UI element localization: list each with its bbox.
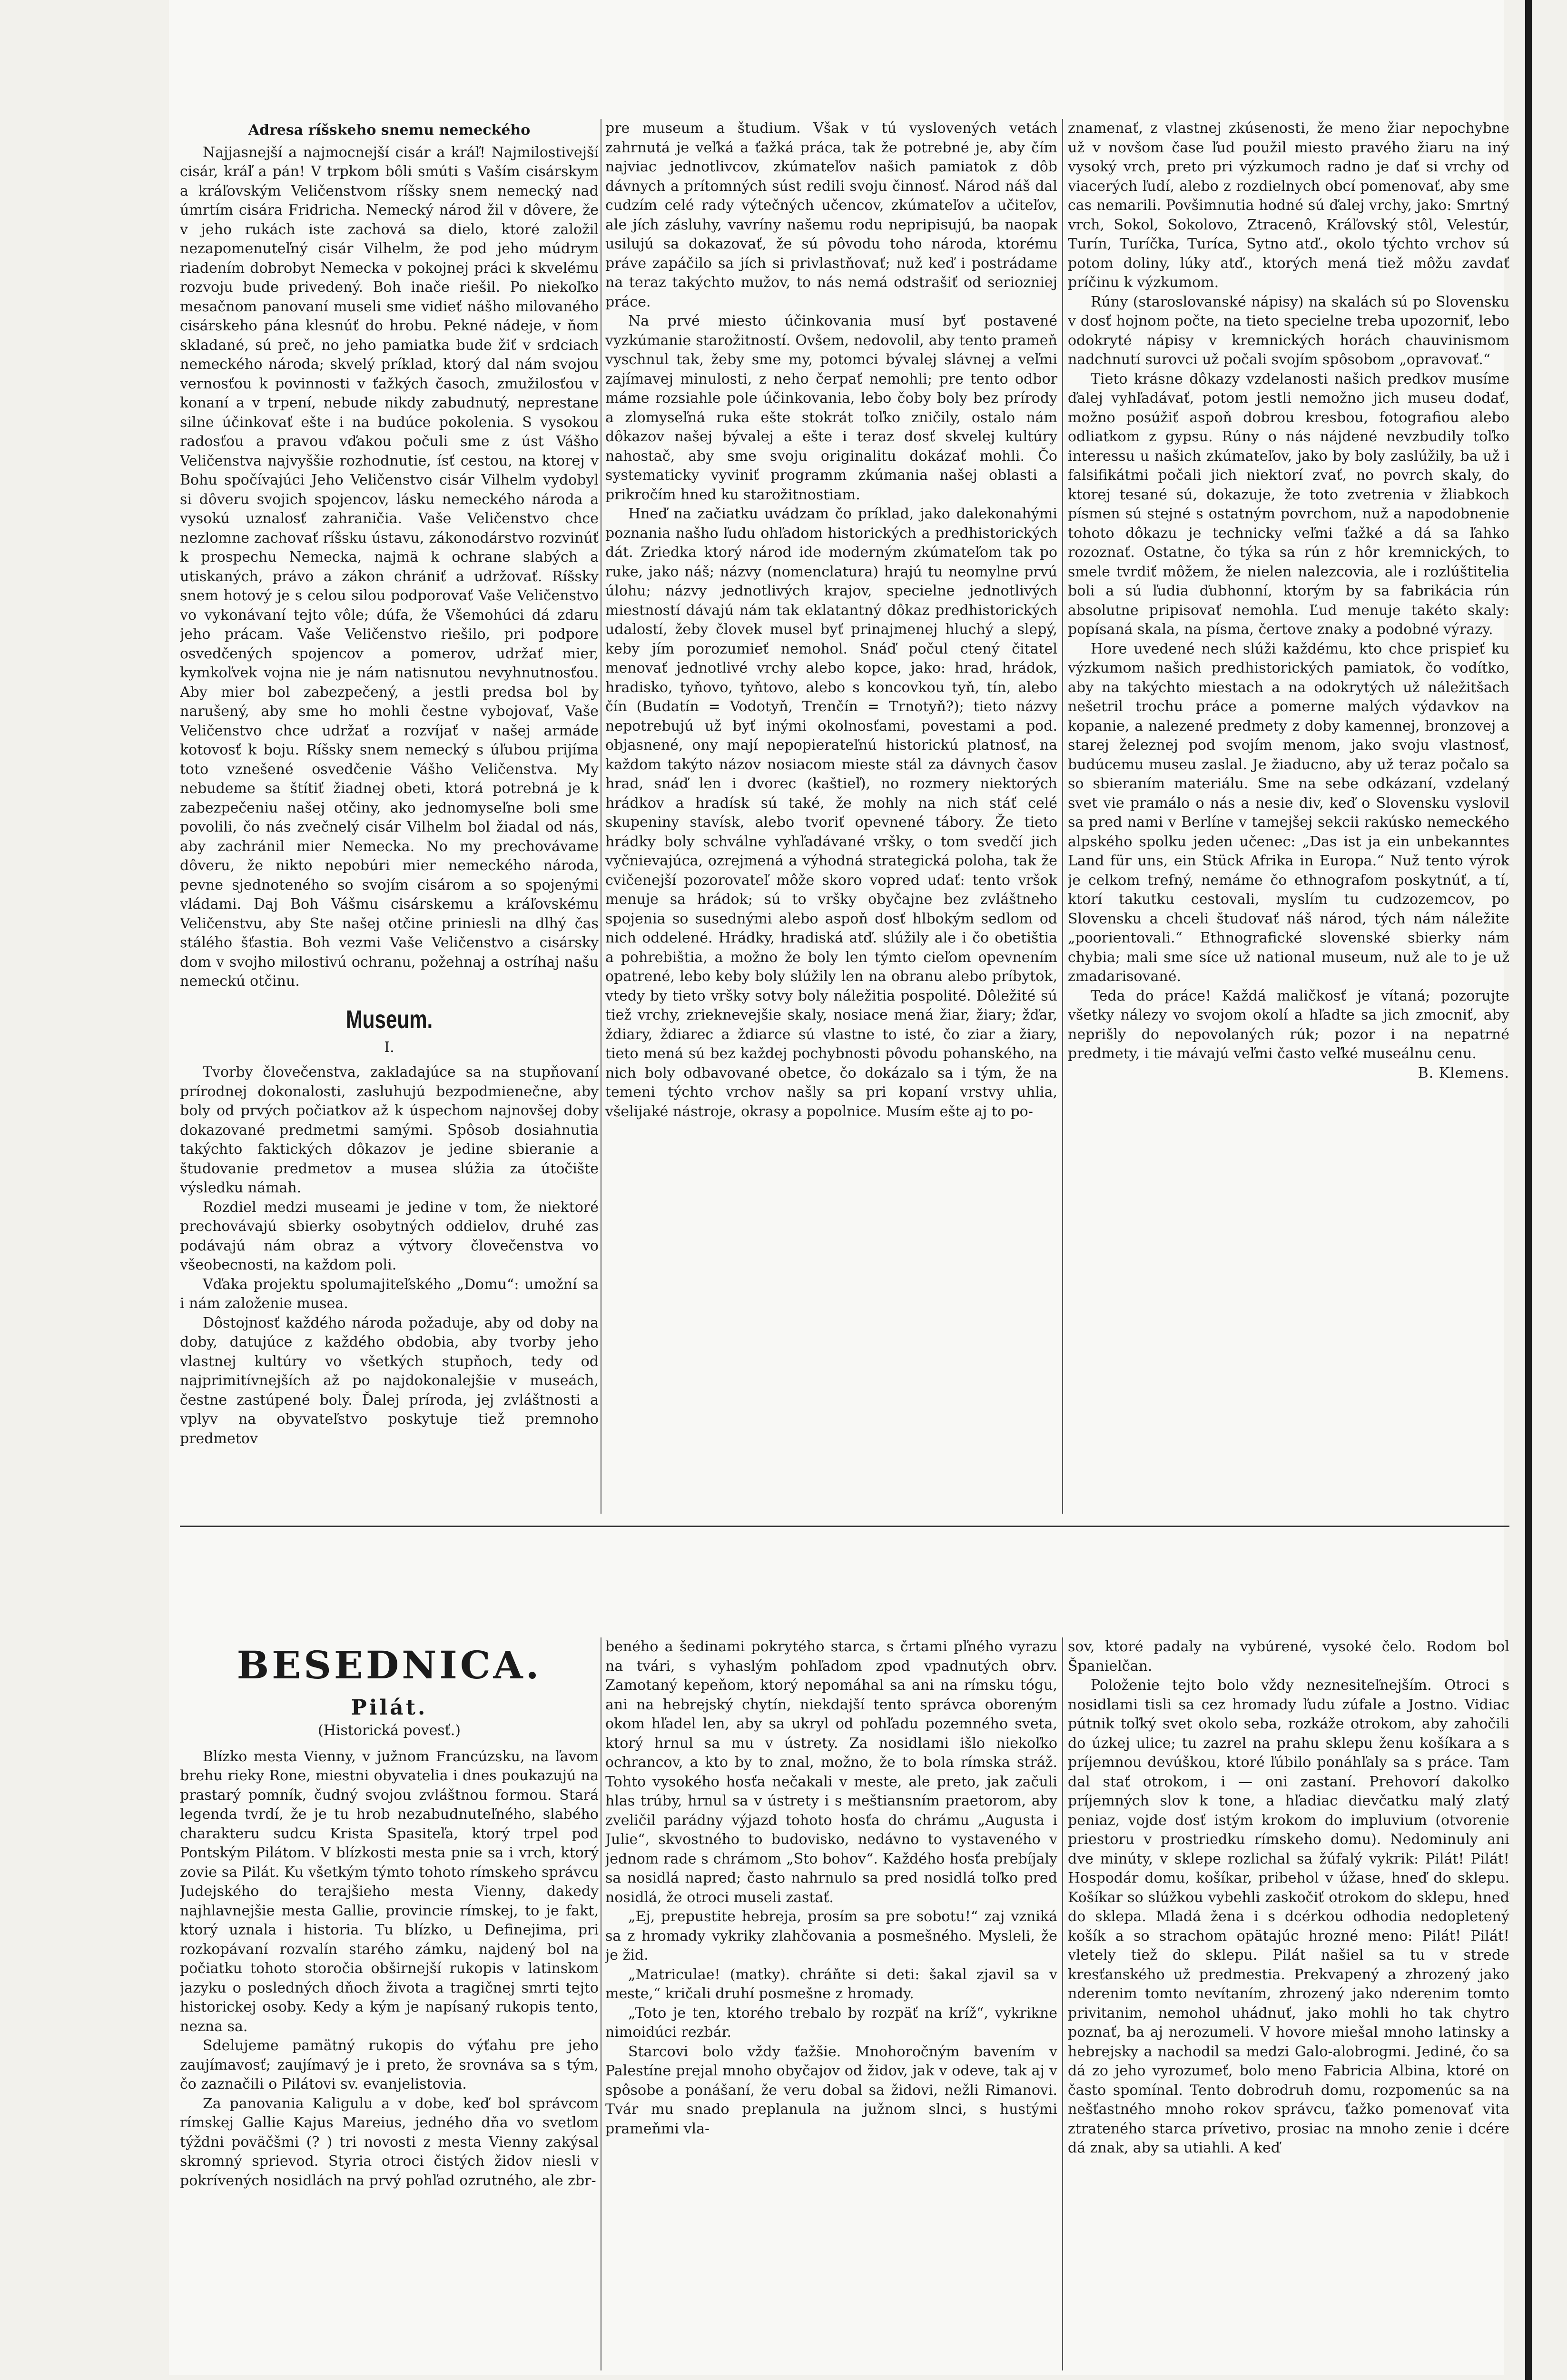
museum-paragraph: pre museum a študium. Však v tú vyslovených vetách zahrnutá je veľká a ťažká práca, tak že potrebné je, aby čím najviac jednotlivcov, zkúmateľov našich pamiatok z dôb dávnych a prítomných súst redili svoju činnosť. Národ náš dal cudzím celé rady výtečných učencov, zkúmateľov a učiteľov, ale jích zásluhy, vavríny našemu rodu nepripisujú, ba naopak usilujú sa dokazovať, že sú pôvodu toho národa, ktorému práve zapáčilo sa jích si privlastňovať; nuž keď i postrádame na teraz takýchto mužov, to nás nemá odstrašiť od seriozniej práce. (605, 120, 1057, 310)
museum-paragraph: Rúny (staroslovanské nápisy) na skalách sú po Slovensku v dosť hojnom počte, na tieto specielne treba upozorniť, lebo odokryté nápisy v kremnických horách chauvinismom nadchnutí surovci už počali svojím spôsobom „opravovať.“ (1068, 293, 1509, 368)
story-paragraph: „Matriculae! (matky). chráňte si deti: šakal zjavil sa v meste,“ kričali druhí posmešne z hromady. (605, 1966, 1057, 2002)
column-2 (605, 119, 1057, 1514)
besednica-column-2 (605, 1637, 1057, 2375)
museum-paragraph: Teda do práce! Každá maličkosť je vítaná; pozorujte všetky nálezy vo svojom okolí a hľadte sa jich zmocniť, aby neprišly do nepovolaných rúk; pozor i na nepatrné predmety, i tie mávajú veľmi často veľké museálnu cenu. (1068, 987, 1509, 1062)
museum-paragraph: Hore uvedené nech slúži každému, kto chce prispieť ku výzkumom našich predhistorických pamiatok, čo vodítko, aby na takýchto miestach a na odokrytých už náležitšach nešetril trochu práce a pomerne malých výdavkov na kopanie, a nalezené predmety z doby kamennej, bronzovej a starej železnej pod svojím menom, jako svoju vlastnosť, budúcemu museu zaslal. Je žiaducno, aby už teraz počalo sa so sbieraním materiálu. Sme na sebe odkázaní, vzdelaný svet vie pramálo o nás a nesie div, keď o Slovensku vyslovil sa pred nami v Berlíne v tamejšej sekcii rakúsko nemeckého alpského spolku jeden učenec: „Das ist ja ein unbekanntes Land für uns, ein Stück Afrika in Europa.“ Nuž tento výrok je celkom trefný, nemáme čo ethnografom poskytnúť, a tí, ktorí takutku cestovali, myslím tu cudzozemcov, po Slovensku a chceli študovať náš národ, tých nám náležite „poorientovali.“ Ethnografické slovenské sbierky nám chybia; mali sme síce už national museum, nuž ale to je už zmadarisované. (1068, 640, 1509, 985)
story-paragraph: Blízko mesta Vienny, v južnom Francúzsku, na ľavom brehu rieky Rone, miestni obyvatelia i dnes poukazujú na prastarý pomník, čudný svojou zvláštnou formou. Stará legenda tvrdí, že je tu hrob nezabudnuteľného, slabého charakteru sudcu Krista Spasiteľa, ktorý trpel pod Pontským Pilátom. V blízkosti mesta pnie sa i vrch, ktorý zovie sa Pilát. Ku všetkým týmto tohoto rímskeho správcu Judejského do terajšieho mesta Vienny, dakedy najhlavnejšie mesta Gallie, provincie rímskej, to je fakt, ktorý uznala i historia. Tu blízko, u Definejima, pri rozkopávaní rozvalín starého zámku, najdený bol na počiatku tohoto storočia obširnejší rukopis v latinskom jazyku o posledných dňoch života a tragičnej smrti tejto historickej osoby. Kedy a kým je napísaný rukopis tento, nezna sa. (180, 1748, 599, 2035)
museum-paragraph: Rozdiel medzi museami je jedine v tom, že niektoré prechovávajú sbierky osobytných oddielov, druhé zas podávajú nám obraz a výtvory človečenstva vo všeobecnosti, na každom poli. (180, 1199, 599, 1273)
story-paragraph: sov, ktoré padaly na vybúrené, vysoké čelo. Rodom bol Španielčan. (1068, 1638, 1509, 1675)
museum-heading: Museum. (345, 1005, 433, 1034)
story-paragraph: Za panovania Kaligulu a v dobe, keď bol správcom rímskej Gallie Kajus Mareius, jedného dňa vo svetlom týždni poväčšmi (? ) tri novosti z mesta Vienny zakýsal skromný sprievod. Styria otroci čistých židov niesli v pokrívených nosidlách na prvý pohľad ozrutného, ale zbr- (180, 2095, 599, 2189)
story-paragraph: beného a šedinami pokrytého starca, s črtami pľného vyrazu na tvári, s vyhaslým pohľadom zpod vpadnutých obrv. Zamotaný kepeňom, ktorý nepomáhal sa ani na rímsku tógu, ani na hebrejský chytín, niekdajší tento správca oboreným okom hľadel len, aby sa ukryl od pohľadu pozemného sveta, ktorý hrnul sa mu v ústrety. Za nosidlami išlo niekoľko ochrancov, a kto by to znal, možno, že to bola rímska stráž. Tohto vysokého hosťa nečakali v meste, ale preto, jak začuli hlas trúby, hrnul sa v ústrety i s meštiansním praetorom, aby zveličil parádny výjazd tohoto hosťa do chrámu „Augusta i Julie“, skvostného to budovisko, nedávno to vystaveného v jednom rade s chrámom „Sto bohov“. Každého hosťa prebíjaly sa nosidlá napred; často nahrnulo sa pred nosidlá toľko pred nosidlá, že otroci museli zastať. (605, 1638, 1057, 1906)
article-title: Adresa ríšskeho snemu nemeckého (248, 122, 531, 139)
story-paragraph: Sdelujeme pamätný rukopis do výťahu pre jeho zaujímavosť; zaujímavý je i preto, že srovnáva sa s tým, čo zaznačili o Pilátovi sv. evanjelistovia. (180, 2037, 599, 2092)
section-divider (180, 1526, 1509, 1527)
museum-paragraph: Hneď na začiatku uvádzam čo príklad, jako dalekonahými poznania našho ľudu ohľadom historických a predhistorických dát. Zriedka ktorý národ ide moderným zkúmateľom tak po ruke, jako náš; názvy (nomenclatura) hrajú tu neomylne prvú úlohu; názvy jednotlivých krajov, specielne jednotlivých miestností dávajú nám tak eklatantný dôkaz predhistorických udalostí, žeby človek musel byť prinajmenej hluchý a slepý, keby jím porozumieť nemohol. Snáď počul ctený čitateľ menovať jednotlivé vrchy alebo kopce, jako: hrad, hrádok, hradisko, tyňovo, tyňtovo, alebo s koncovkou tyň, tín, alebo čín (Budatín = Vodotyň, Trenčín = Trnotyň?); tieto názvy nepotrebujú už byť inými okolnosťami, povestami a pod. objasnené, ony mají nepopierateľnú historickú platnosť, na každom takýto názov nosiacom mieste stál za dávnych časov hrad, snáď len i dvorec (kaštieľ), no rozmery niektorých hrádkov a hradísk sú také, že mohly na nich stáť celé skupeniny stavísk, alebo tvoriť opevnené tábory. Že tieto hrádky boly schválne vyhľadávané vršky, o tom svedčí jich vyčnievajúca, ozrejmená a výhodná strategická poloha, tak že cvičenejší pozorovateľ môže skoro vopred udať: tento vršok menuje sa hrádok; sú to vršky obyčajne bez zvláštneho spojenia so susednými alebo aspoň dosť hlbokým sedlom od nich oddelené. Hrádky, hradiská atď. slúžily ale i čo obetištia a pohrebištia, a možno že boly len týmto cieľom opevnením opatrené, lebo keby boly slúžily len na obranu alebo príbytok, vtedy by tieto vršky sotvy boly náležitia pospolité. Dôležité sú tiež vrchy, zrieknevejšie skaly, nosiace mená žiar, žiary; žďar, ždiary, ždiarec a ždiarce sú vlastne to isté, čo ziar a žiary, tieto mená sú bez každej pochybnosti pôvodu pohanského, na nich boly odbavované obetce, čo dokázalo sa i tým, že na temeni týchto vrchov našly sa pri kopaní vrstvy uhlia, všelijaké nástroje, okrasy a popolnice. Musím ešte aj to po- (605, 506, 1057, 1120)
museum-paragraph: znamenať, z vlastnej zkúsenosti, že meno žiar nepochybne už v novšom čase ľud použil miesto pravého žiaru na iný vysoký vrch, preto pri výzkumoch radno je dať si vrchy od viacerých ľudí, alebo z rozdielnych obcí pomenovať, aby sme cas nemarili. Povšimnutia hodné sú ďalej vrchy, jako: Smrtný vrch, Sokol, Sokolovo, Ztracenô, Kráľovský stôl, Velestúr, Turín, Turíčka, Turíca, Sytno atď., okolo týchto vrchov sú potom doliny, lúky atď., ktorých mená tiež môžu zavdať príčinu k výzkumom. (1068, 120, 1509, 291)
besednica-column-3 (1068, 1637, 1509, 2375)
story-title: Pilát. (351, 1696, 428, 1720)
museum-signature: B. Klemens. (1418, 1064, 1509, 1081)
story-paragraph: „Toto je ten, ktorého trebalo by rozpäť na kríž“, vykrikne nimoidúci rezbár. (605, 2004, 1057, 2041)
column-rule (1062, 119, 1063, 1514)
story-paragraph: Položenie tejto bolo vždy neznesiteľnejším. Otroci s nosidlami tisli sa cez hromady ľudu zúfale a Jostno. Vidiac pútnik toľký svet okolo seba, rozkáže otrokom, aby zahočili do úzkej ulice; tu zazrel na prahu sklepu ženu košíkara a s príjemnou devúškou, ktoré ľúbilo ponáhľaly sa s práce. Tam dal stať otrokom, i — oni zastaní. Prehovorí dakolko príjemných slov k tone, a hľadiac dievčatku malý zlatý peniaz, vojde dosť istým krokom do impluvium (otvorenie priestoru v prostriedku rímskeho domu). Nedominuly ani dve minúty, v sklepe rozlichal sa žúfalý vykrik: Pilát! Pilát! Hospodár domu, košíkar, pribehol v úžase, hneď do sklepu. Košíkar so slúžkou vybehli zaskočiť otrokom do sklepu, hneď do sklepa. Mladá žena i s dcérkou odhodia nedopletený košík a so strachom opätajúc hrozné meno: Pilát! Pilát! vletely tiež do sklepu. Pilát našiel sa tu v strede kresťanského už predmestia. Prekvapený a zhrozený jako nderenim tomto nevítaním, zhrozený jako nderenim tomto privitanim, nemohol uhádnuť, jako mohli ho tak chytro poznať, ba aj nerozumeli. V hovore miešal mnoho latinsky a hebrejsky a nachodil sa medzi Galo-alobrogmi. Jediné, čo sa dá zo jeho vyrozumeť, bolo meno Fabricia Albina, ktoré on často spomínal. Tento dobrodruh domu, rozpomenúc sa na nešťastného mnoho rokov správcu, ťažko pomenovať vita ztrateného starca prívetivo, prosiac na mnoho zenie i dcére dá znak, aby sa utiahli. A keď (1068, 1677, 1509, 2156)
article-paragraph: Najjasnejší a najmocnejší cisár a kráľ! Najmilostivejší cisár, kráľ a pán! V trpkom bôli smúti s Vaším cisárskym a kráľovským Veličenstvom ríšsky snem nemecký nad úmrtím cisára Fridricha. Nemecký národ žil v dôvere, že v jeho rukách iste zachová sa dielo, ktoré založil nezapomenuteľný cisár Vilhelm, že pod jeho múdrym riadením dobrobyt Nemecka v pokojnej práci k skvelému rozvoju bude privedený. Boh inače riešil. Po niekoľko mesačnom panovaní museli sme vidieť nášho milovaného cisárskeho pána klesnúť do hrobu. Pekné nádeje, v ňom skladané, sú preč, no jeho pamiatka bude žiť v srdciach nemeckého národa; skvelý príklad, ktorý dal nám svojou vernosťou k povinnosti v ťažkých časoch, zmužilosťou v konaní a v trpení, nebude nikdy zabudnutý, neprestane silne účinkovať ešte i na budúce pokolenia. S vysokou radosťou a pravou vďakou počuli sme z úst Vášho Veličenstva najvyššie rozhodnutie, ísť cestou, na ktorej v Bohu spočívajúci Jeho Veličenstvo cisár Vilhelm vydobyl si dôveru svojich spojencov, lásku nemeckého národa a vysokú uznalosť zahraničia. Vaše Veličenstvo chce nezlomne zachovať ríšsku ústavu, zákonodárstvo rozvinúť k prospechu Nemecka, najmä k ochrane slabých a utiskaných, právo a zákon chrániť a udržovať. Ríšsky snem hotový je s celou silou podporovať Vaše Veličenstvo vo vykonávaní tejto vôle; dúfa, že Všemohúci dá zdaru jeho prácam. Vaše Veličenstvo riešilo, pri podpore osvedčených spojencov a pomerov, udržať mier, kymkoľvek vojna nie je nám natisnutou nevyhnutnosťou. Aby mier bol zabezpečený, a jestli predsa bol by narušený, aby sme ho mohli čestne vybojovať, Vaše Veličenstvo chce udržať a rozvíjať v našej armáde kotovosť k boju. Ríšsky snem nemecký s úľubou prijíma toto vznešené osvedčenie Vášho Veličenstva. My nebudeme sa štítiť žiadnej obeti, ktorá potrebná je k zabezpečeniu našej otčiny, ako jednomyseľne boli sme povolili, čo nás zvečnelý cisár Vilhelm bol žiadal od nás, aby zachránil mier Nemecka. No my prechovávame dôveru, že nikto nepobúri mier nemeckého národa, pevne sjednoteného so svojím cisárom a so spojenými vládami. Daj Boh Vášmu cisárskemu a kráľovskému Veličenstvu, aby Ste našej otčine priniesli na dlhý čas stálého šťastia. Boh vezmi Vaše Veličenstvo a cisársky dom v svojho milostivú ochranu, požehnaj a ostríhaj našu nemeckú otčinu. (180, 144, 599, 990)
scan-edge-bar (1525, 0, 1532, 2380)
museum-paragraph: Vďaka projektu spolumajiteľského „Domu“: umožní sa i nám založenie musea. (180, 1276, 599, 1312)
museum-part-number: I. (384, 1039, 394, 1056)
column-1 (180, 119, 599, 1514)
museum-paragraph: Tvorby človečenstva, zakladajúce sa na stupňovaní prírodnej dokonalosti, zasluhujú bezpodmienečne, aby boly od prvých počiatkov až k úspechom najnovšej doby dokazované predmetmi samými. Spôsob dosiahnutia takýchto faktických dôkazov je jedine sbieranie a študovanie predmetov a musea slúžia za útočište výsledku námah. (180, 1064, 599, 1196)
museum-paragraph: Tieto krásne dôkazy vzdelanosti našich predkov musíme ďalej vyhľadávať, potom jestli nemožno jich museu dodať, možno posúžiť aspoň dobrou kresbou, fotografiou alebo odliatkom z gypsu. Rúny o nás nájdené nevzbudily toľko interessu u našich zkúmateľov, jako by boly zaslúžily, ba už i falsifikátmi počali jich niektorí zvať, no povrch skaly, do ktorej tesané sú, dokazuje, že toto zvetrenia v žliabkoch písmen sú stejné s ostatným povrchom, nuž a napodobnenie tohoto dôkazu je technicky veľmi ťažké a dá sa ľahko rozoznať. Ostatne, čo týka sa rún z hôr kremnických, to smele tvrdiť môžem, že nielen nalezcovia, ale i rozlúštitelia boli a sú ľudia ďubhonní, ktorým by sa fabrikácia rún absolutne pripisovať nemohla. Ľud menuje takéto skaly: popísaná skala, na písma, čertove znaky a podobné výrazy. (1068, 370, 1509, 638)
story-paragraph: „Ej, prepustite hebreja, prosím sa pre sobotu!“ zaj vzniká sa z hromady vykriky zlahčovania a posmešného. Mysleli, že je žid. (605, 1908, 1057, 1964)
museum-paragraph: Dôstojnosť každého národa požaduje, aby od doby na doby, datujúce z každého obdobia, aby tvorby jeho vlastnej kultúry vo všetkých stupňoch, tedy od najprimitívnejších až po najdokonalejšie v museách, čestne zastúpené boly. Ďalej príroda, jej zvláštnosti a vplyv na obyvateľstvo poskytuje tiež premnoho predmetov (180, 1314, 599, 1447)
column-rule (1062, 1637, 1063, 2370)
story-subtitle: (Historická povesť.) (318, 1722, 461, 1739)
besednica-heading: BESEDNICA. (237, 1643, 542, 1687)
column-3 (1068, 119, 1509, 1514)
story-paragraph: Starcovi bolo vždy ťažšie. Mnohoročným bavením v Palestíne prejal mnoho obyčajov od židov, jak v odeve, tak aj v spôsobe a ponášaní, že veru dobal sa židovi, nežli Rimanovi. Tvár mu snado preplanula na južnom slnci, s hustými prameňmi vla- (605, 2043, 1057, 2137)
museum-paragraph: Na prvé miesto účinkovania musí byť postavené vyzkúmanie starožitností. Ovšem, nedovolil, aby tento prameň vyschnul tak, žeby sme my, potomci bývalej slávnej a veľmi zajímavej minulosti, z neho čerpať nemohli; pre tento odbor máme rozsiahle pole účinkovania, lebo čoby boly bez prírody a zlomyseľná ruka ešte stokrát toľko zničily, ostalo nám dôkazov našej bývalej a ešte i teraz dosť skvelej kultúry nahostač, aby sme svoju originalitu dokázať mohli. Čo systematicky vyviniť programm zkúmania našej oblasti a prikročím hned ku starožitnostiam. (605, 313, 1057, 503)
besednica-column-1 (180, 1637, 599, 2375)
